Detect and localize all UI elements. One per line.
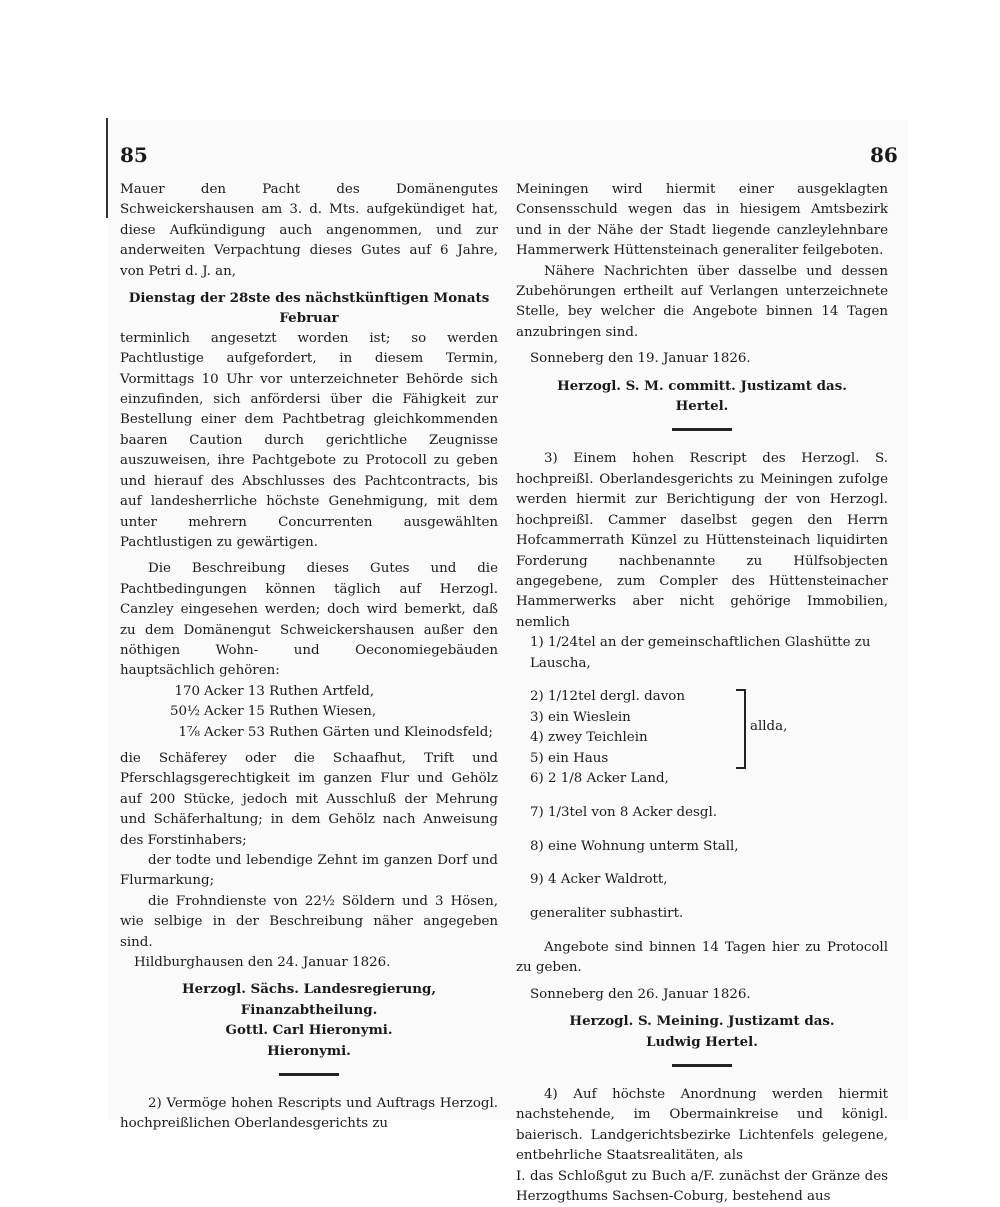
- signer-full-name: Gottl. Carl Hieronymi.: [225, 1022, 393, 1039]
- right-signer-2: Ludwig Hertel.: [646, 1033, 758, 1050]
- right-date-line-1: Sonneberg den 19. Januar 1826.: [530, 351, 751, 367]
- auction-month: Februar: [279, 310, 339, 327]
- left-paragraph-1: Mauer den Pacht des Domänengutes Schweickershausen am 3. d. Mts. aufgekündiget hat, diese Aufkündigung auch angenommen, und zur anderweiten Verpachtung dieses Gutes auf 6 Jahre, von Petri d. J. an,: [120, 182, 498, 279]
- right-page-number: 86: [870, 143, 898, 167]
- immobilie-item: 4) zwey Teichlein: [530, 730, 648, 746]
- parcel-item: 50½ Acker 15 Ruthen Wiesen,: [170, 704, 377, 720]
- braced-items: [530, 687, 788, 769]
- parcel-list: [170, 682, 498, 743]
- right-paragraph-1: Meiningen wird hiermit einer ausgeklagten Consensschuld wegen das in hiesigem Amtsbezirk und in der Nähe der Stadt liegende canzleylehnbare Hammerwerk Hüttensteinach generaliter feilgeboten.: [516, 182, 888, 259]
- left-paragraph-5: die Schäferey oder die Schaafhut, Trift und Pferschlagsgerechtigkeit im ganzen Flur und Gehölz auf 200 Stücke, jedoch mit Ausschluß der Mehrung und Schäferhaltung; in dem Gehölz nach Anweisung des Forstinhabers;: [120, 750, 498, 848]
- immobilie-item-9: 9) 4 Acker Waldrott,: [530, 872, 668, 888]
- right-signer-1: Hertel.: [675, 398, 729, 415]
- authority-department: Finanzabtheilung.: [240, 1001, 378, 1018]
- left-paragraph-7: die Frohndienste von 22½ Söldern und 3 Hösen, wie selbige in der Beschreibung näher angegeben sind.: [120, 893, 498, 950]
- right-paragraph-5: 4) Auf höchste Anordnung werden hiermit nachstehende, im Obermainkreise und königl. baierisch. Landgerichtsbezirke Lichtenfels gelegene, entbehrliche Staatsrealitäten, als: [516, 1086, 888, 1164]
- left-column: [120, 180, 498, 1135]
- right-column: [516, 180, 888, 1207]
- signer-signature: Hieronymi.: [267, 1042, 351, 1059]
- right-paragraph-2: Nähere Nachrichten über dasselbe und dessen Zubehörungen ertheilt auf Verlangen unterzeichnete Stelle, bey welcher die Angebote binnen 14 Tagen anzubringen sind.: [516, 263, 888, 340]
- right-paragraph-6: I. das Schloßgut zu Buch a/F. zunächst der Gränze des Herzogthums Sachsen-Coburg, bestehend aus: [516, 1168, 888, 1204]
- immobilie-item-8: 8) eine Wohnung unterm Stall,: [530, 838, 739, 854]
- curly-brace: [736, 689, 746, 769]
- left-paragraph-8: 2) Vermöge hohen Rescripts und Auftrags Herzogl. hochpreißlichen Oberlandesgerichts zu: [120, 1096, 498, 1132]
- left-paragraph-6: der todte und lebendige Zehnt im ganzen Dorf und Flurmarkung;: [120, 853, 498, 889]
- brace-label: allda,: [750, 719, 788, 735]
- left-paragraph-4: Die Beschreibung dieses Gutes und die Pachtbedingungen können täglich auf Herzogl. Canzley eingesehen werden; doch wird bemerkt, daß zu dem Domänengut Schweickershausen außer den nöthigen Wohn- und Oeconomiegebäuden hauptsächlich gehören:: [120, 561, 498, 679]
- parcel-item: 170 Acker 13 Ruthen Artfeld,: [174, 683, 375, 699]
- left-date-line: Hildburghausen den 24. Januar 1826.: [134, 955, 391, 971]
- left-paragraph-3: terminlich angesetzt worden ist; so werden Pachtlustige aufgefordert, in diesem Termin, Vormittags 10 Uhr vor unterzeichneter Behörde sich einzufinden, sich anfördersi über die Fähigkeit zur Bestellung einer dem Pachtbetrag gleichkommenden baaren Caution durch gerichtliche Zeugnisse auszuweisen, ihre Pachtgebote zu Protocoll zu geben und hierauf des Abschlusses des Pachtcontracts, bis auf landesherrliche höchste Genehmigung, mit dem unter mehrern Concurrenten ausgewählten Pachtlustigen zu gewärtigen.: [120, 330, 498, 550]
- auction-date-heading: Dienstag der 28ste des nächstkünftigen Monats: [128, 290, 490, 307]
- immobilie-item-7: 7) 1/3tel von 8 Acker desgl.: [530, 804, 718, 820]
- item-list-tail: generaliter subhastirt.: [530, 906, 684, 922]
- page-binding-edge: [106, 118, 108, 218]
- right-authority-2: Herzogl. S. Meining. Justizamt das.: [569, 1013, 835, 1030]
- immobilie-item: 3) ein Wieslein: [530, 709, 631, 725]
- section-divider: [279, 1073, 339, 1076]
- immobilie-item: 2) 1/12tel dergl. davon: [530, 689, 685, 705]
- left-page-number: 85: [120, 143, 148, 167]
- immobilie-item-1: 1) 1/24tel an der gemeinschaftlichen Glashütte zu Lauscha,: [530, 635, 871, 671]
- right-date-line-2: Sonneberg den 26. Januar 1826.: [530, 986, 751, 1002]
- right-paragraph-4: Angebote sind binnen 14 Tagen hier zu Protocoll zu geben.: [516, 939, 888, 976]
- immobilie-item: 5) ein Haus: [530, 750, 609, 766]
- section-divider: [672, 1064, 732, 1067]
- parcel-item: 1⅞ Acker 53 Ruthen Gärten und Kleinodsfeld;: [178, 724, 493, 740]
- authority-name: Herzogl. Sächs. Landesregierung,: [182, 981, 436, 998]
- right-authority-1: Herzogl. S. M. committ. Justizamt das.: [557, 377, 847, 394]
- section-divider: [672, 428, 732, 431]
- right-paragraph-3: 3) Einem hohen Rescript des Herzogl. S. hochpreißl. Oberlandesgerichts zu Meiningen zufolge werden hiermit zur Berichtigung der von Herzogl. hochpreißl. Cammer daselbst gegen den Herrn Hofcammerrath Künzel zu Hüttensteinach liquidirten Forderung nachbenannte zu Hülfsobjecten angegebene, zum Compler des Hüttensteinacher Hammerwerks aber nicht gehörige Immobilien, nemlich: [516, 451, 888, 630]
- immobilie-item-6: 6) 2 1/8 Acker Land,: [530, 770, 669, 786]
